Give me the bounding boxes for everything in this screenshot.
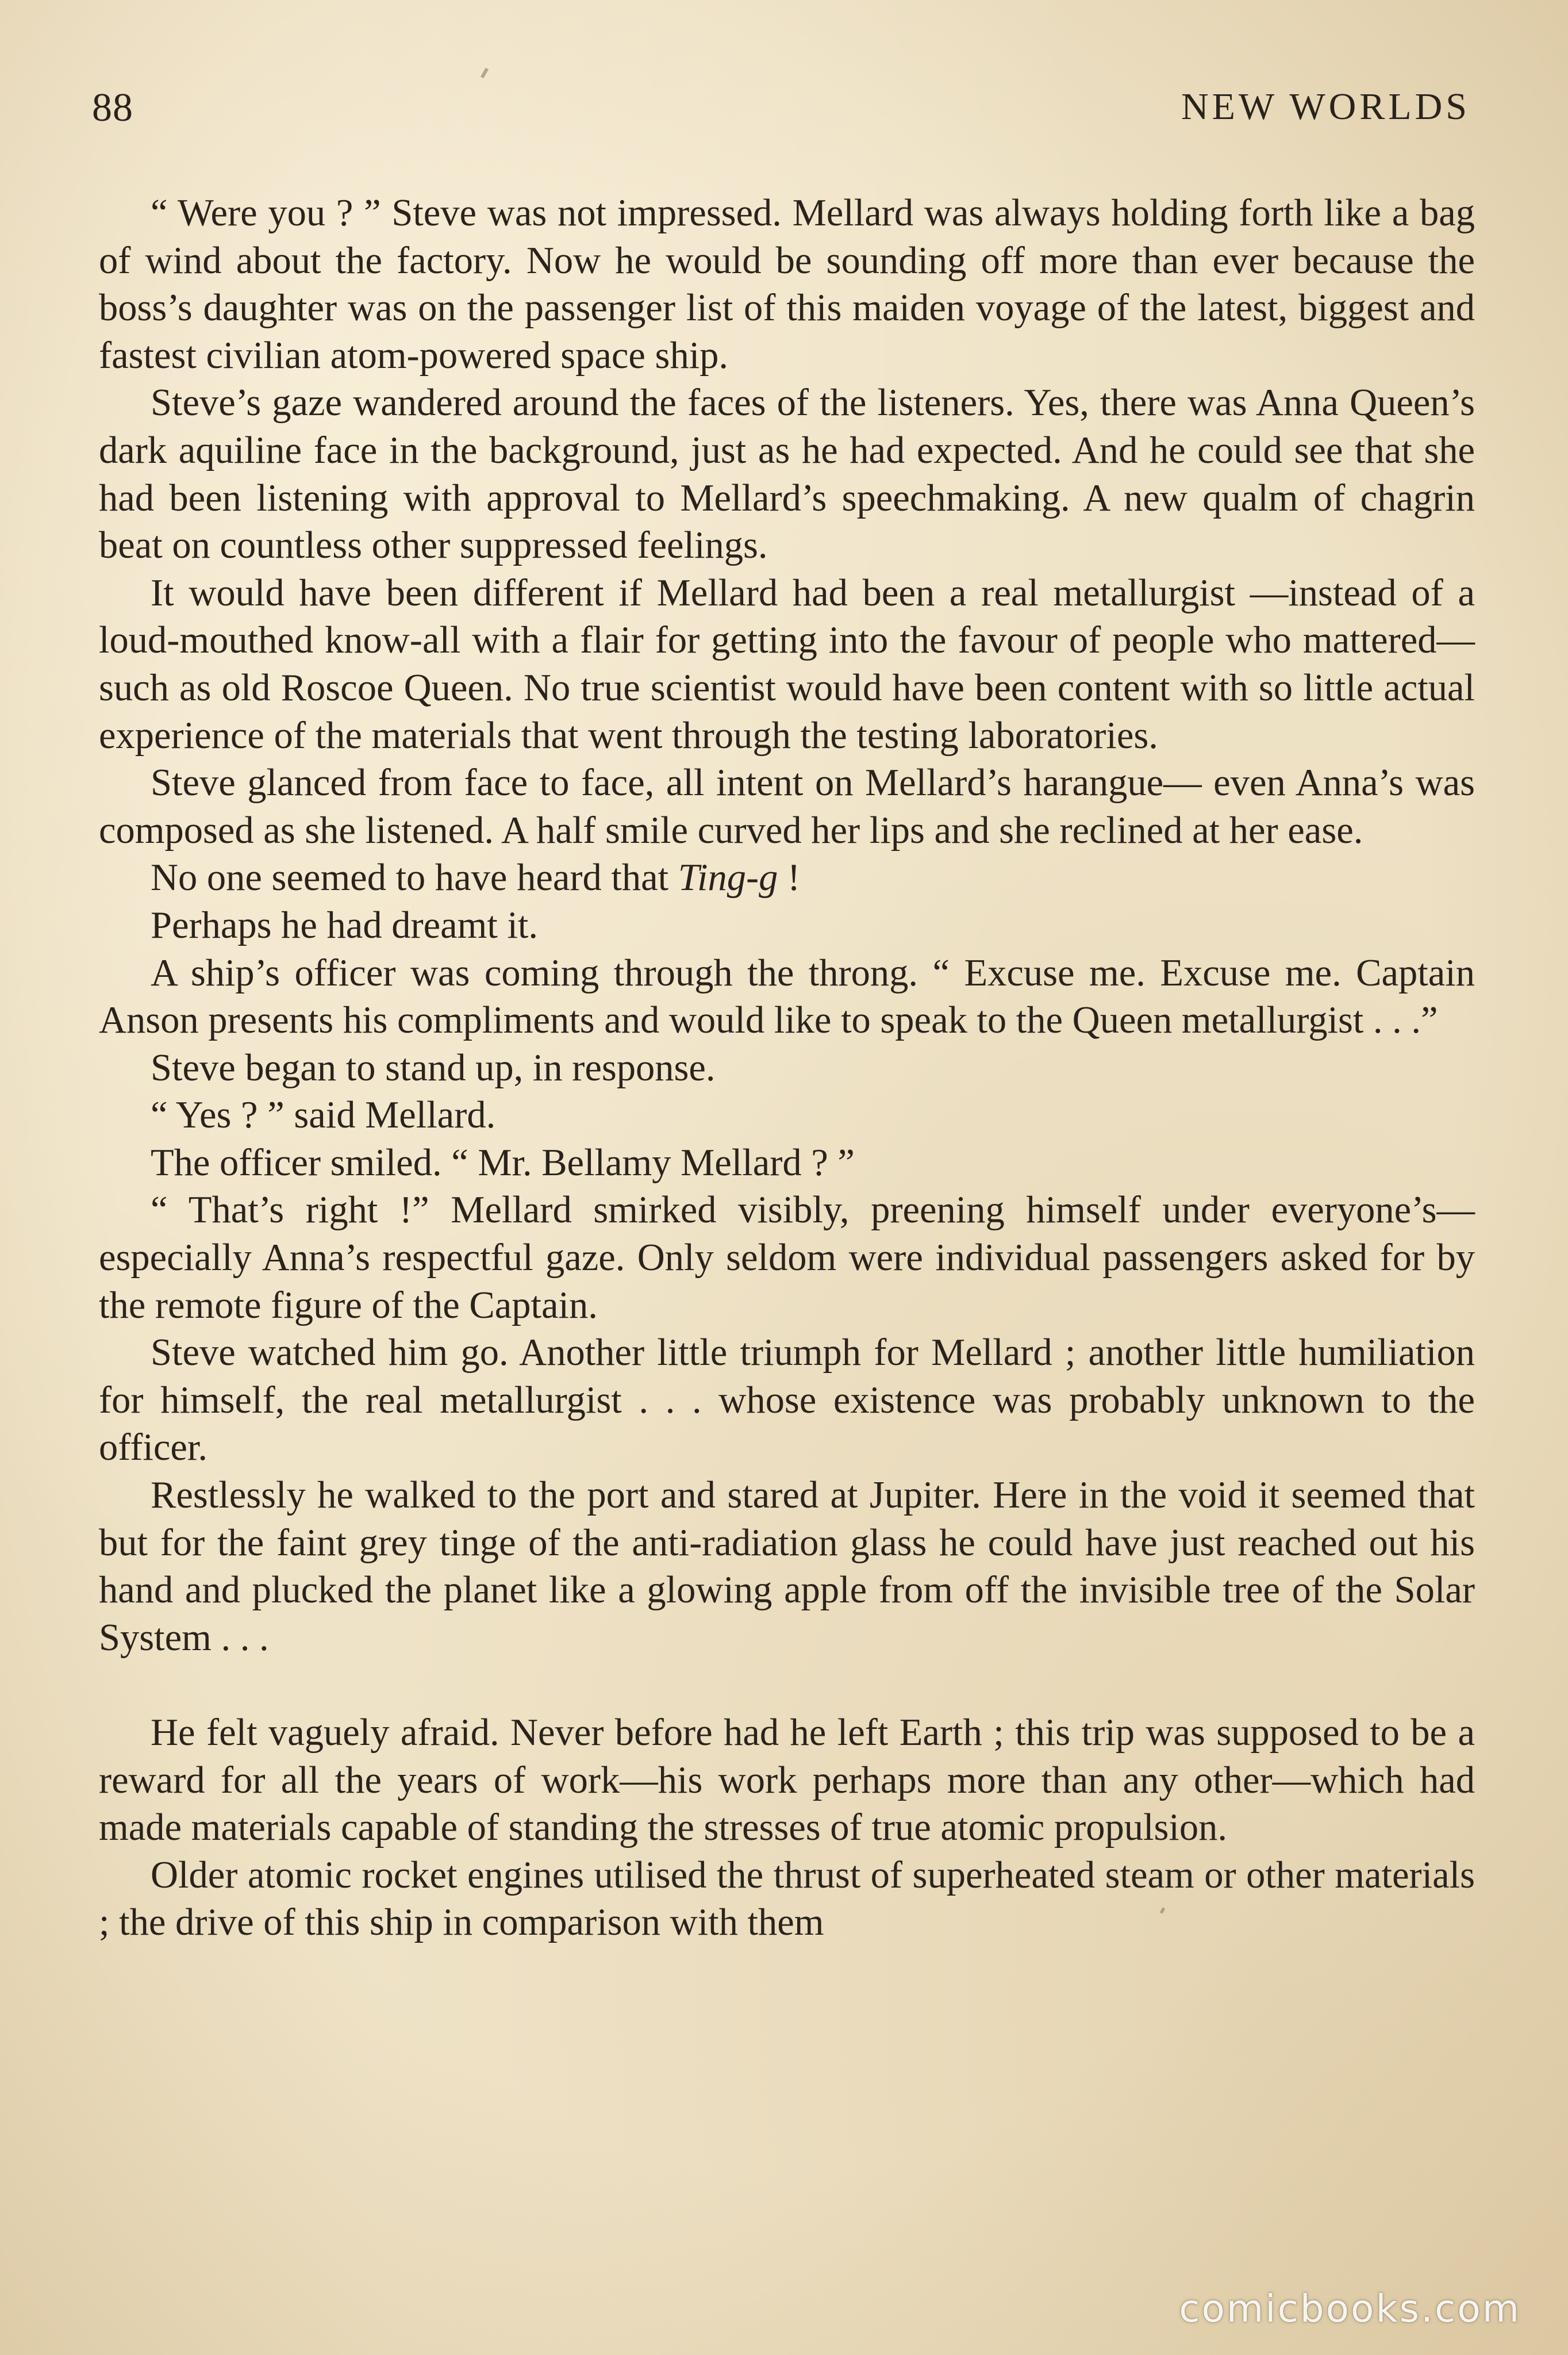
watermark: comicbooks.com [1179, 2287, 1521, 2331]
paragraph: Steve began to stand up, in response. [151, 1046, 716, 1089]
ting-after: ! [778, 857, 801, 899]
page-header [92, 85, 1470, 137]
paragraph: “ That’s right !” Mellard smirked visibly, preening himself under everyone’s—especially Anna’s respectful gaze. Only seldom were individual passengers asked for by the remote figure of the Captain. [99, 1189, 1475, 1326]
ting-before: No one seemed to have heard that [151, 857, 678, 899]
paragraph: Steve’s gaze wandered around the faces of the listeners. Yes, there was Anna Queen’s dark aquiline face in the background, just as he had expected. And he could see that she had been listening with approval to Mellard’s speechmaking. A new qualm of chagrin beat on countless other suppressed feelings. [99, 382, 1475, 567]
paragraph: Steve glanced from face to face, all intent on Mellard’s harangue— even Anna’s was composed as she listened. A half smile curved her lips and she reclined at her ease. [99, 762, 1475, 852]
paragraph: The officer smiled. “ Mr. Bellamy Mellard ? ” [151, 1141, 855, 1184]
paper-speck [481, 68, 489, 79]
ting-sound-italic: Ting-g [678, 857, 778, 899]
page-number: 88 [92, 86, 133, 130]
paragraph: “ Yes ? ” said Mellard. [151, 1094, 496, 1137]
paragraph: “ Were you ? ” Steve was not impressed. Mellard was always holding forth like a bag of wind about the factory. Now he would be sounding off more than ever because the boss’s daughter was on the passenger list of this maiden voyage of the latest, biggest and fastest civilian atom-powered space ship. [99, 192, 1475, 377]
paragraph: Perhaps he had dreamt it. [151, 904, 539, 946]
story-text [99, 190, 1475, 1947]
paragraph: He felt vaguely afraid. Never before had he left Earth ; this trip was supposed to be a reward for all the years of work—his work perhaps more than any other—which had made materials capable of standing the stresses of true atomic propulsion. [99, 1712, 1475, 1849]
paragraph: Restlessly he walked to the port and stared at Jupiter. Here in the void it seemed that but for the faint grey tinge of the anti-radiation glass he could have just reached out his hand and plucked the planet like a glowing apple from off the invisible tree of the Solar System . . . [99, 1474, 1475, 1659]
paragraph: It would have been different if Mellard had been a real metallurgist —instead of a loud-mouthed know-all with a flair for getting into the favour of people who mattered—such as old Roscoe Queen. No true scientist would have been content with so little actual experience of the materials that went through the testing laboratories. [99, 572, 1475, 757]
paragraph: Older atomic rocket engines utilised the thrust of superheated steam or other materials ; the drive of this ship in comparison with them [99, 1854, 1475, 1944]
paragraph-ting [99, 854, 1475, 902]
paragraph: A ship’s officer was coming through the throng. “ Excuse me. Excuse me. Captain Anson presents his compliments and would like to speak to the Queen metallurgist . . .” [99, 952, 1475, 1042]
running-title: NEW WORLDS [1181, 86, 1470, 128]
paragraph: Steve watched him go. Another little triumph for Mellard ; another little humiliation for himself, the real metallurgist . . . whose existence was probably unknown to the officer. [99, 1332, 1475, 1469]
